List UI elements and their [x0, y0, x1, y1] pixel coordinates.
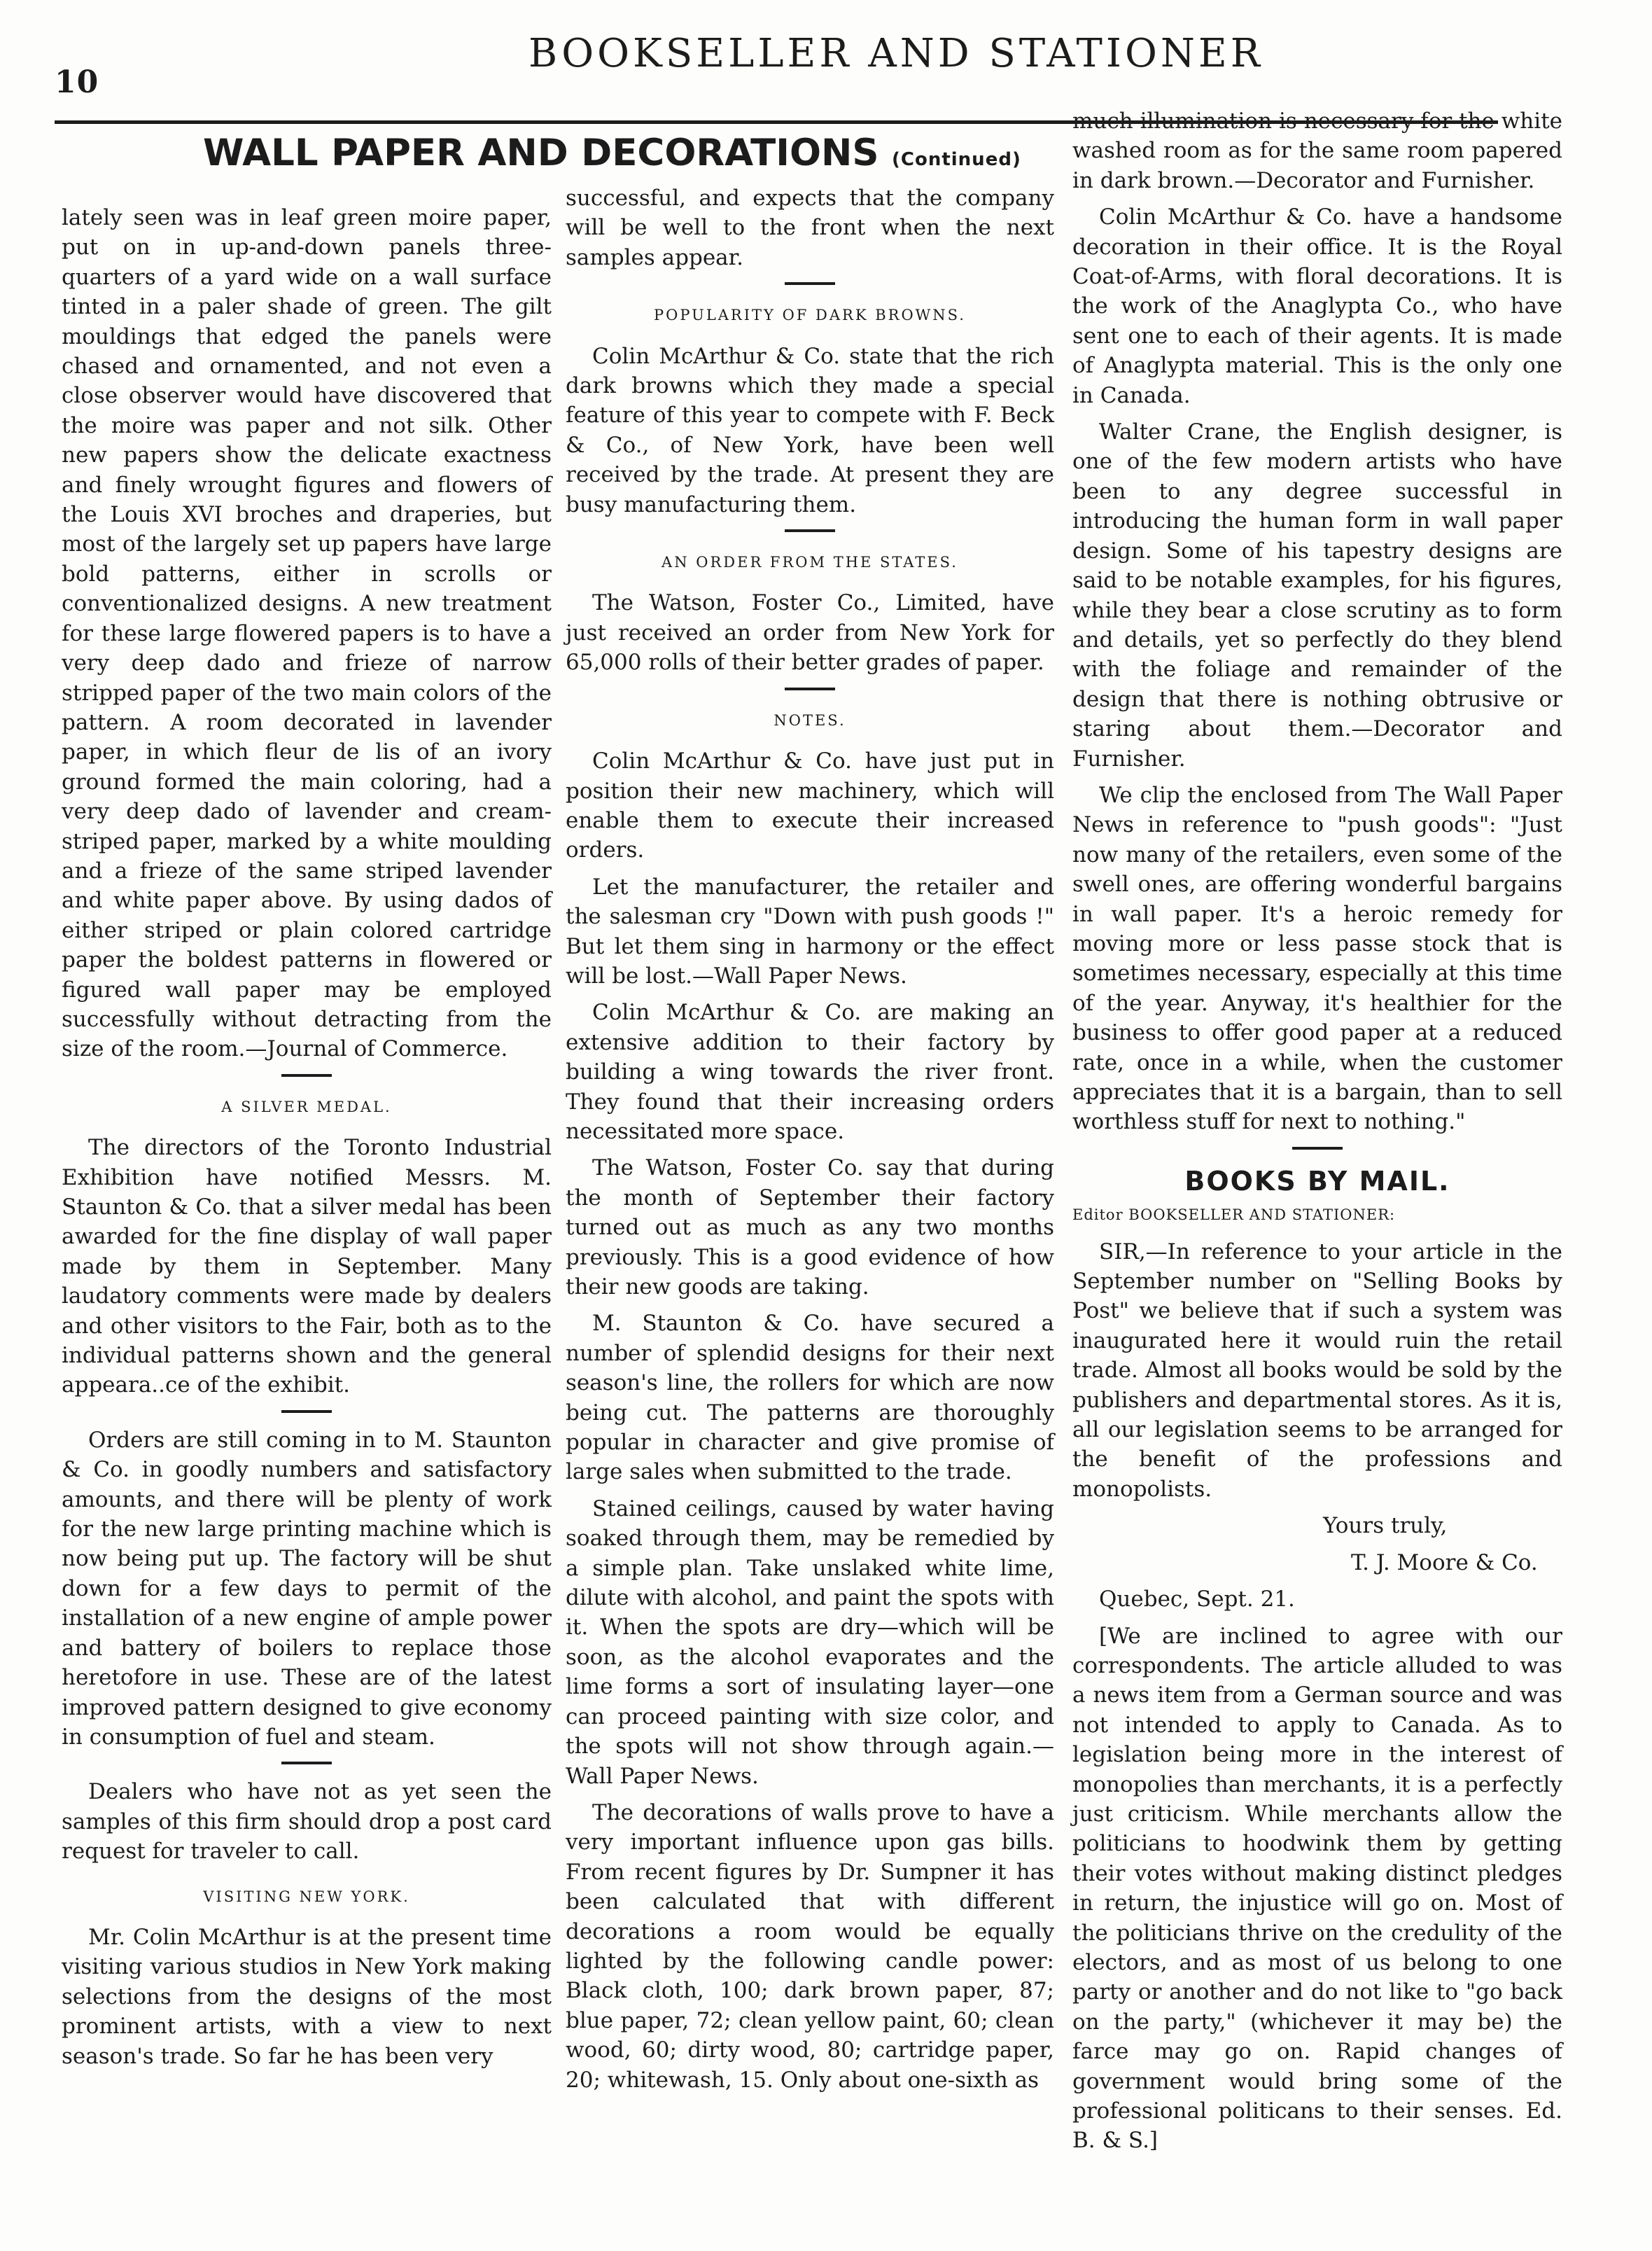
col2-paragraph-2: Colin McArthur & Co. state that the rich dark browns which they made a special feature of this year to compete with F. Beck & Co., of New York, have been well received by the trade. At present they are busy manufacturing them.: [566, 343, 1054, 517]
col3-paragraph-4: We clip the enclosed from The Wall Paper News in reference to "push goods": "Just now many of the retailers, even some of the swell ones, are offering wonderful bargains in wall paper. It's a heroic remedy for moving more or less passe stock that is sometimes necessary, especially at this time of the year. Anyway, it's healthier for the business to offer good paper at a reduced rate, once in a while, when the customer appreciates that it is a bargain, than to sell worthless stuff for next to nothing.": [1072, 782, 1562, 1135]
col3-paragraph-3: Walter Crane, the English designer, is one of the few modern artists who have been to any degree successful in introducing the human form in wall paper design. Some of his tapestry designs are said to be notable examples, for his figures, while they bear a close scrutiny as to form and details, yet so perfectly do they blend with the foliage and remainder of the design that there is nothing obtrusive or staring about them.—Decorator and Furnisher.: [1072, 419, 1562, 772]
divider-rule: [785, 688, 835, 690]
col1-paragraph-3: Orders are still coming in to M. Staunton & Co. in goodly numbers and satisfactory amounts, and there will be plenty of work for the new large printing machine which is now being put up. The factory will be shut down for a few days to permit of the installation of a new engine of ample power and battery of boilers to replace those heretofore in use. These are of the latest improved pattern designed to give economy in consumption of fuel and steam.: [62, 1427, 552, 1750]
col1-paragraph-2: The directors of the Toronto Industrial Exhibition have notified Messrs. M. Staunton & Co. that a silver medal has been awarded for the fine display of wall paper made by them in September. Many laudatory comments were made by dealers and other visitors to the Fair, both as to the individual patterns shown and the general appeara..ce of the exhibit.: [62, 1135, 552, 1398]
article-title-suffix: (Continued): [892, 149, 1021, 170]
letter-place-date: Quebec, Sept. 21.: [1099, 1587, 1295, 1612]
col2-paragraph-5: Let the manufacturer, the retailer and the salesman cry "Down with push goods !" But let them sing in harmony or the effect will be lost.—Wall Paper News.: [566, 874, 1054, 989]
editor-note: [We are inclined to agree with our correspondents. The article alluded to was a news item from a German source and was not intended to apply to Canada. As to legislation being more in the interest of monopolies than merchants, it is a perfectly just criticism. While merchants allow the politicians to hoodwink them by getting their votes without making distinct pledges in return, the injustice will go on. Most of the politicians thrive on the credulity of the electors, and as most of us belong to one party or another and do not like to "go back on the party," (whichever it may be) the farce may go on. Rapid changes of government would bring some of the professional politicans to their senses. Ed. B. & S.]: [1072, 1623, 1562, 2154]
subhead-visiting-new-york: VISITING NEW YORK.: [203, 1888, 410, 1905]
col3-paragraph-1: much illumination is necessary for the white washed room as for the same room papered in dark brown.—Decorator and Furnisher.: [1072, 109, 1562, 193]
col2-paragraph-9: Stained ceilings, caused by water having soaked through them, may be remedied by a simple plan. Take unslaked white lime, dilute with alcohol, and paint the spots with it. When the spots are dry—which will be soon, as the alcohol evaporates and the lime forms a sort of insulating layer—one can proceed painting with size color, and the spots will not show through again.—Wall Paper News.: [566, 1496, 1054, 1789]
letter-body: SIR,—In reference to your article in the September number on "Selling Books by Post" we believe that if such a system was inaugurated here it would ruin the retail trade. Almost all books would be sold by the publishers and departmental stores. As it is, all our legislation seems to be arranged for the benefit of the professions and monopolists.: [1072, 1239, 1562, 1502]
col2-paragraph-1: successful, and expects that the company will be well to the front when the next samples appear.: [566, 186, 1054, 270]
column-1: [62, 203, 552, 2078]
divider-rule: [281, 1410, 332, 1413]
publication-title: BOOKSELLER AND STATIONER: [528, 31, 1264, 76]
col1-paragraph-1: lately seen was in leaf green moire paper, put on in up-and-down panels three-quarters of a yard wide on a wall surface tinted in a paler shade of green. The gilt mouldings that edged the panels were chased and ornamented, and not even a close observer would have discovered that the moire was paper and not silk. Other new papers show the delicate exactness and finely wrought figures and flowers of the Louis XVI broches and draperies, but most of the largely set up papers have large bold patterns, either in scrolls or conventionalized designs. A new treatment for these large flowered papers is to have a very deep dado and frieze of narrow stripped paper of the two main colors of the pattern. A room decorated in lavender paper, in which fleur de lis of an ivory ground formed the main coloring, had a very deep dado of lavender and cream-striped paper, marked by a white moulding and a frieze of the same striped lavender and white paper above. By using dados of either striped or plain colored cartridge paper the boldest patterns in flowered or figured wall paper may be employed successfully without detracting from the size of the room.—Journal of Commerce.: [62, 205, 552, 1062]
col3-paragraph-2: Colin McArthur & Co. have a handsome decoration in their office. It is the Royal Coat-of-Arms, with floral decorations. It is the work of the Anaglypta Co., who have sent one to each of their agents. It is made of Anaglypta material. This is the only one in Canada.: [1072, 204, 1562, 408]
divider-rule: [785, 282, 835, 285]
article-title: [203, 132, 1021, 174]
column-3: [1072, 106, 1562, 2163]
books-by-mail-title: BOOKS BY MAIL.: [1184, 1165, 1450, 1197]
divider-rule: [1292, 1147, 1343, 1150]
divider-rule: [281, 1074, 332, 1077]
col1-paragraph-5: Mr. Colin McArthur is at the present time visiting various studios in New York making selections from the designs of the most prominent artists, with a view to next season's trade. So far he has been very: [62, 1924, 552, 2069]
subhead-notes: NOTES.: [774, 711, 846, 729]
letter-salutation-line: Editor BOOKSELLER AND STATIONER:: [1072, 1206, 1396, 1224]
page-number: 10: [55, 64, 99, 100]
subhead-silver-medal: A SILVER MEDAL.: [221, 1098, 392, 1115]
col2-paragraph-10: The decorations of walls prove to have a very important influence upon gas bills. From recent figures by Dr. Sumpner it has been calculated that with different decorations a room would be equally lighted by the following candle power: Black cloth, 100; dark brown paper, 87; blue paper, 72; clean yellow paint, 60; clean wood, 60; dirty wood, 80; cartridge paper, 20; whitewash, 15. Only about one-sixth as: [566, 1799, 1054, 2093]
divider-rule: [785, 529, 835, 532]
col2-paragraph-6: Colin McArthur & Co. are making an extensive addition to their factory by building a wing towards the river front. They found that their increasing orders necessitated more space.: [566, 1000, 1054, 1144]
letter-signer: T. J. Moore & Co.: [1351, 1549, 1538, 1575]
col2-paragraph-7: The Watson, Foster Co. say that during the month of September their factory turned out as much as any two months previously. This is a good evidence of how their new goods are taking.: [566, 1155, 1054, 1299]
col2-paragraph-3: The Watson, Foster Co., Limited, have just received an order from New York for 65,000 rolls of their better grades of paper.: [566, 590, 1054, 676]
col2-paragraph-4: Colin McArthur & Co. have just put in position their new machinery, which will enable them to execute their increased orders.: [566, 748, 1054, 863]
col2-paragraph-8: M. Staunton & Co. have secured a number of splendid designs for their next season's line, the rollers for which are now being cut. The patterns are thoroughly popular in character and give promise of large sales when submitted to the trade.: [566, 1311, 1054, 1485]
subhead-order-from-states: AN ORDER FROM THE STATES.: [662, 554, 958, 571]
col1-paragraph-4: Dealers who have not as yet seen the samples of this firm should drop a post card request for traveler to call.: [62, 1779, 552, 1865]
divider-rule: [281, 1762, 332, 1764]
letter-closing: Yours truly,: [1323, 1513, 1448, 1539]
column-2: [566, 183, 1054, 2102]
subhead-dark-browns: POPULARITY OF DARK BROWNS.: [654, 307, 966, 324]
article-title-text: WALL PAPER AND DECORATIONS: [203, 132, 879, 174]
